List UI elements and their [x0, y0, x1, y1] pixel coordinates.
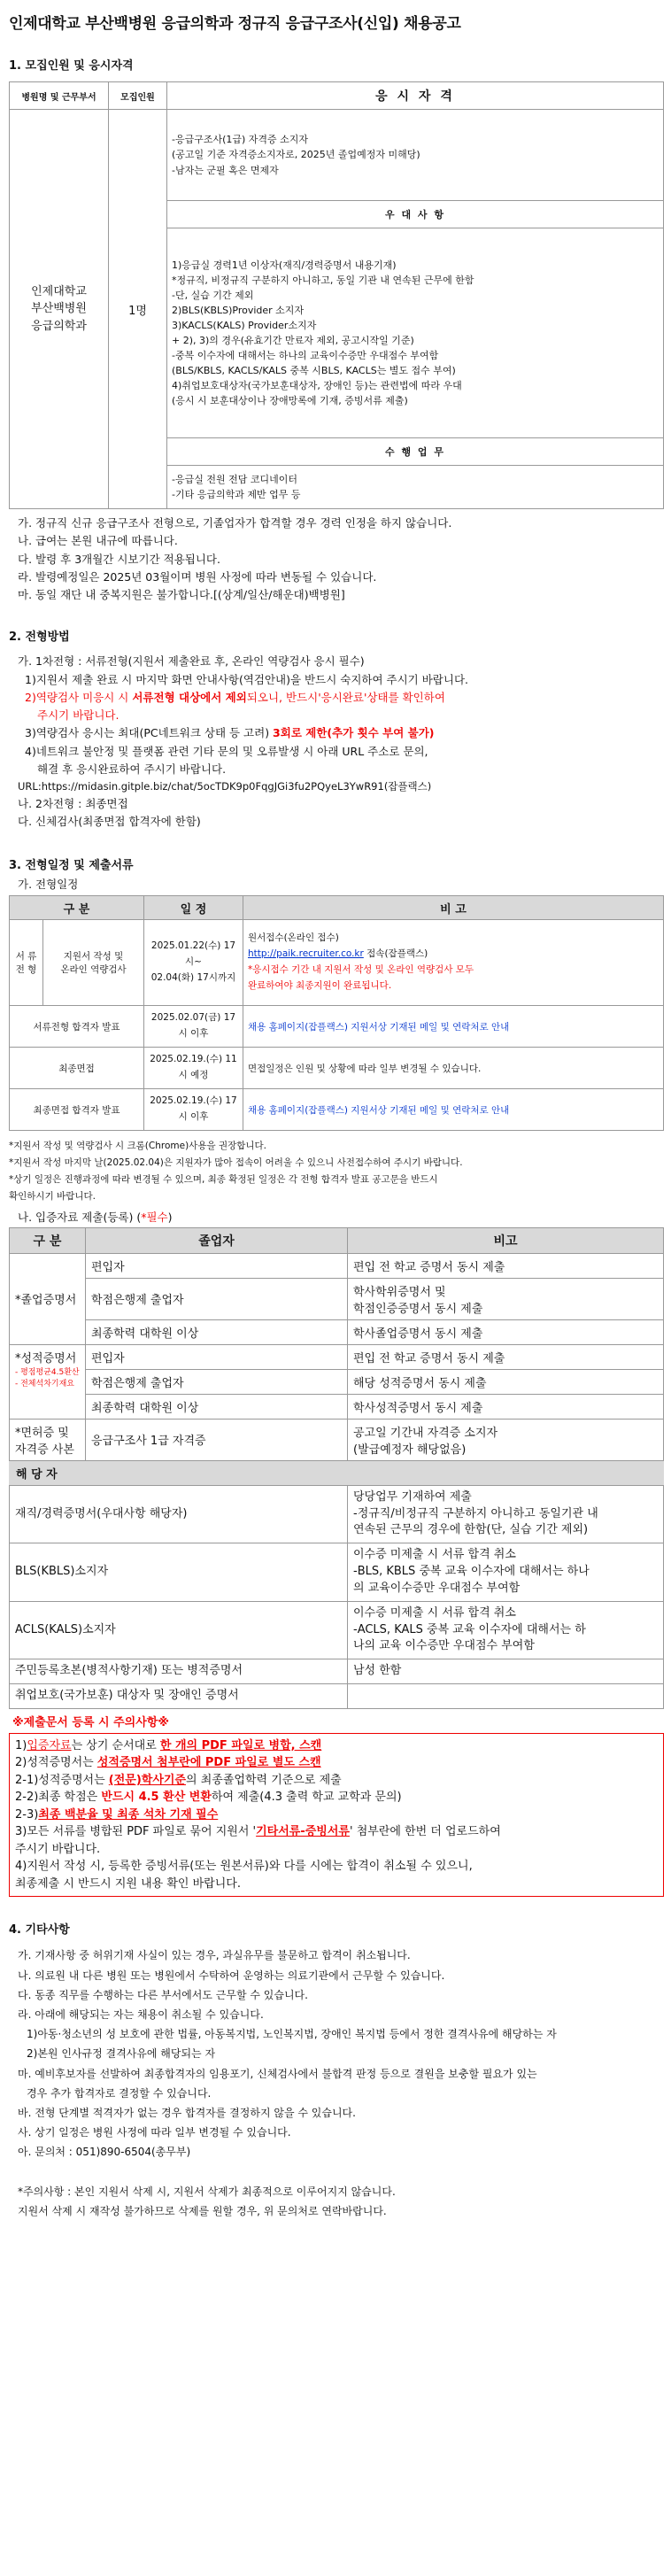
- doc-type: 학점은행제 출업자: [86, 1278, 348, 1319]
- date-cell: 2025.02.07(금) 17시 이후: [144, 1006, 243, 1048]
- note-line: 다. 발령 후 3개월간 시보기간 적용됩니다.: [18, 552, 220, 566]
- section-1-heading: 1. 모집인원 및 응시자격: [9, 59, 134, 73]
- doc-remark: 편입 전 학교 증명서 동시 제출: [348, 1344, 664, 1369]
- pref-line: -중복 이수자에 대해서는 하나의 교육이수증만 우대점수 부여함: [172, 350, 439, 362]
- col-graduate: 졸업자: [86, 1227, 348, 1253]
- line: 가. 1차전형 : 서류전형(지원서 제출완료 후, 온라인 역량검사 응시 필수): [18, 654, 365, 669]
- duty-header: 수 행 업 무: [167, 438, 664, 466]
- doc-remark: 이수증 미제출 시 서류 합격 취소 -BLS, KBLS 중복 교육 이수자에 대해서는 하나 의 교육이수증만 우대점수 부여함: [348, 1543, 664, 1602]
- page-title: 인제대학교 부산백병원 응급의학과 정규직 응급구조사(신입) 채용공고: [9, 15, 461, 33]
- line: 1)지원서 제출 완료 시 마지막 화면 안내사항(역검안내)을 반드시 숙지하여 주시기 바랍니다.: [25, 672, 468, 686]
- col-dept: 병원명 및 근무부서: [10, 82, 109, 110]
- line: 4)네트워크 불안정 및 플랫폼 관련 기타 문의 및 오류발생 시 아래 URL 주소로 문의,: [25, 744, 428, 758]
- note-line: 마. 동일 재단 내 중복지원은 불가합니다.[(상계/일산/해운대)백병원]: [18, 588, 345, 601]
- pref-cell: [167, 228, 664, 438]
- col-category: 구 분: [10, 896, 144, 920]
- pref-line: 1)응급실 경력1년 이상자(재직/경력증명서 내용기재): [172, 259, 397, 271]
- section-2: [9, 627, 664, 831]
- doc-remark: 학사졸업증명서 동시 제출: [348, 1319, 664, 1344]
- recruit-link[interactable]: http://paik.recruiter.co.kr: [248, 948, 364, 960]
- sub-heading: 나. 입증자료 제출(등록) (*필수): [18, 1210, 173, 1224]
- doc-category: *졸업증명서: [10, 1253, 86, 1344]
- duty-cell: [167, 466, 664, 509]
- category-cell: 서 류 전 형: [10, 920, 43, 1006]
- support-url[interactable]: URL:https://midasin.gitple.biz/chat/5ocTDK9p0FqgJGi3fu2PQyeL3YwR91(잡플랙스): [18, 780, 432, 793]
- schedule-table: [9, 895, 664, 1131]
- doc-category: *성적증명서 - 평점평균4.5환산 - 전체석차기재요: [10, 1344, 86, 1419]
- doc-type: 학점은행제 출업자: [86, 1369, 348, 1394]
- col-remarks: 비고: [348, 1227, 664, 1253]
- doc-type: 주민등록초본(병적사항기재) 또는 병적증명서: [10, 1659, 348, 1684]
- doc-remark: 학사성적증명서 동시 제출: [348, 1394, 664, 1419]
- warning-title: ※제출문서 등록 시 주의사항※: [12, 1715, 169, 1729]
- note-line: 라. 발령예정일은 2025년 03월이며 병원 사정에 따라 변동될 수 있습니다.: [18, 569, 377, 584]
- doc-type: 최종학력 대학원 이상: [86, 1394, 348, 1419]
- section-3-heading: 3. 전형일정 및 제출서류: [9, 859, 134, 873]
- doc-remark: [348, 1684, 664, 1709]
- doc-remark: 편입 전 학교 증명서 동시 제출: [348, 1253, 664, 1278]
- documents-table: [9, 1227, 664, 1461]
- line: 2)역량검사 미응시 시 서류전형 대상에서 제외되오니, 반드시'응시완료'상태를 확인하여: [25, 690, 445, 704]
- pref-line: -단, 실습 기간 제외: [172, 289, 254, 301]
- pref-line: (응시 시 보훈대상이나 장애망록에 기재, 증빙서류 제출): [172, 395, 408, 407]
- col-remarks: 비 고: [243, 896, 664, 920]
- doc-remark: 이수증 미제출 시 서류 합격 취소 -ACLS, KALS 중복 교육 이수자에 대해서는 하 나의 교육 이수증만 우대점수 부여함: [348, 1601, 664, 1659]
- col-count: 모집인원: [109, 82, 167, 110]
- pref-line: + 2), 3)의 경우(유효기간 만료자 제외, 공고시작일 기준): [172, 335, 414, 346]
- category-cell: 최종면접: [10, 1048, 144, 1089]
- remarks-cell: 면접일정은 인원 및 상황에 따라 일부 변경될 수 있습니다.: [243, 1048, 664, 1089]
- doc-remark: 당당업무 기재하여 제출 -정규직/비정규직 구분하지 아니하고 동일기관 내 연속된 근무의 경우에 한함(단, 실습 기간 제외): [348, 1485, 664, 1543]
- category-cell: 최종면접 합격자 발표: [10, 1089, 144, 1131]
- pref-header: 우 대 사 항: [167, 201, 664, 228]
- doc-category: *면허증 및 자격증 사본: [10, 1419, 86, 1460]
- note-line: 가. 정규직 신규 응급구조사 전형으로, 기졸업자가 합격할 경우 경력 인정을 하지 않습니다.: [18, 516, 452, 530]
- doc-remark: 공고일 기간내 자격증 소지자 (발급예정자 해당없음): [348, 1419, 664, 1460]
- final-notice: *주의사항 : 본인 지원서 삭제 시, 지원서 삭제가 최종적으로 이루어지지 않습니다. 지원서 삭제 시 재작성 불가하므로 삭제를 원할 경우, 위 문의처로 연락바랍니다.: [18, 2185, 396, 2217]
- line: 다. 신체검사(최종면접 합격자에 한함): [18, 814, 201, 828]
- doc-type: 편입자: [86, 1344, 348, 1369]
- section-4: [9, 1920, 664, 2220]
- applicable-header: 해 당 자: [9, 1461, 664, 1485]
- qual-line: -남자는 군필 혹은 면제자: [172, 164, 279, 176]
- col-category: 구 분: [10, 1227, 86, 1253]
- remarks-cell: 채용 홈페이지(잡플랙스) 지원서상 기재된 메일 및 연락처로 안내: [243, 1006, 664, 1048]
- doc-type: 최종학력 대학원 이상: [86, 1319, 348, 1344]
- category-sub-cell: 지원서 작성 및 온라인 역량검사: [43, 920, 144, 1006]
- doc-type: BLS(KBLS)소지자: [10, 1543, 348, 1602]
- remarks-cell: 채용 홈페이지(잡플랙스) 지원서상 기재된 메일 및 연락처로 안내: [243, 1089, 664, 1131]
- qual-cell: [167, 110, 664, 201]
- pref-line: 4)취업보호대상자(국가보훈대상자, 장애인 등)는 관련법에 따라 우대: [172, 380, 462, 392]
- applicable-table: [9, 1485, 664, 1709]
- section-1-notes: [18, 514, 664, 604]
- line: 주시기 바랍니다.: [37, 708, 120, 722]
- pref-line: (BLS/KBLS, KACLS/KALS 중복 시BLS, KACLS는 별도 접수 부여): [172, 365, 456, 377]
- pref-line: 2)BLS(KBLS)Provider 소지자: [172, 304, 305, 316]
- remarks-cell: 원서접수(온라인 접수) http://paik.recruiter.co.kr 접속(잡플랙스) *응시접수 기간 내 지원서 작성 및 온라인 역량검사 모두 완료하여야 최종지원이 완료됩니다.: [243, 920, 664, 1006]
- doc-remark: 학사학위증명서 및 학점인증증명서 동시 제출: [348, 1278, 664, 1319]
- sub-heading: 가. 전형일정: [18, 878, 79, 892]
- doc-type: 응급구조사 1급 자격증: [86, 1419, 348, 1460]
- section-3: [9, 855, 664, 1897]
- doc-type: 편입자: [86, 1253, 348, 1278]
- section-4-body: 가. 기재사항 중 허위기재 사실이 있는 경우, 과실유무를 불문하고 합격이 취소됩니다. 나. 의료원 내 다른 병원 또는 병원에서 수탁하여 운영하는 의료기관에서 근무할 수 있습니다. 다. 동종 직무를 수행하는 다른 부서에서도 근무할 수 있습니다. 라. 아래에 해당되는 자는 채용이 취소될 수 있습니다. 1)아동·청소년의 성 보호에 관한 법률, 아동복지법, 노인복지법, 장애인 복지법 등에서 정한 결격사유에 해당하는 자 2)본원 인사규정 결격사유에 해당되는 자 마. 예비후보자를 선발하여 최종합격자의 임용포기, 신체검사에서 불합격 판정 등으로 결원을 보충할 필요가 있는 경우 추가 합격자로 결정할 수 있습니다. 바. 전형 단계별 적격자가 없는 경우 합격자를 결정하지 않을 수 있습니다. 사. 상기 일정은 병원 사정에 따라 일부 변경될 수 있습니다. 아. 문의처 : 051)890-6504(총무부): [18, 1949, 557, 2159]
- dept-cell: 인제대학교 부산백병원 응급의학과: [10, 110, 109, 509]
- doc-type: ACLS(KALS)소지자: [10, 1601, 348, 1659]
- doc-remark: 남성 한함: [348, 1659, 664, 1684]
- note-line: 나. 급여는 본원 내규에 따릅니다.: [18, 534, 178, 548]
- line: 해결 후 응시완료하여 주시기 바랍니다.: [37, 762, 227, 776]
- duty-line: -응급실 전원 전담 코디네이터: [172, 473, 297, 485]
- col-qual: 응 시 자 격: [167, 82, 664, 110]
- count-cell: 1명: [109, 110, 167, 509]
- pref-line: 3)KACLS(KALS) Provider소지자: [172, 319, 317, 331]
- qual-line: -응급구조사(1급) 자격증 소지자: [172, 134, 309, 146]
- section-4-heading: 4. 기타사항: [9, 1923, 70, 1938]
- doc-type: 재직/경력증명서(우대사항 해당자): [10, 1485, 348, 1543]
- date-cell: 2025.01.22(수) 17시~ 02.04(화) 17시까지: [144, 920, 243, 1006]
- section-2-body: [18, 653, 664, 831]
- date-cell: 2025.02.19.(수) 11시 예정: [144, 1048, 243, 1089]
- col-schedule: 일 정: [144, 896, 243, 920]
- schedule-footnotes: *지원서 작성 및 역량검사 시 크롬(Chrome)사용을 권장합니다. *지원서 작성 마지막 날(2025.02.04)은 지원자가 많아 접속이 어려울 수 있으니 사전접수하여 주시기 바랍니다. *상기 일정은 진행과정에 따라 변경될 수 있으며, 최종 확정된 일정은 각 전형 합격자 발표 공고문을 반드시 확인하시기 바랍니다.: [9, 1141, 463, 1202]
- duty-line: -기타 응급의학과 제반 업무 등: [172, 489, 301, 500]
- warning-box: 1)입증자료는 상기 순서대로 한 개의 PDF 파일로 병합, 스캔 2)성적증명서는 성적증명서 첨부란에 PDF 파일로 별도 스캔 2-1)성적증명서는 (전문)학사기준의 최종졸업학력 기준으로 제출 2-2)최종 학점은 반드시 4.5 환산 변환하여 제출(4.3 출력 학교 교학과 문의) 2-3)최종 백분율 및 최종 석차 기재 필수 3)모든 서류를 병합된 PDF 파일로 묶어 지원서 '기타서류-증빙서류' 첨부란에 한번 더 업로드하여 주시기 바랍니다. 4)지원서 작성 시, 등록한 증빙서류(또는 원본서류)와 다를 시에는 합격이 취소될 수 있으니, 최종제출 시 반드시 지원 내용 확인 바랍니다.: [9, 1733, 664, 1898]
- pref-line: *정규직, 비정규직 구분하지 아니하고, 동일 기관 내 연속된 근무에 한함: [172, 274, 474, 286]
- qual-line: (공고일 기준 자격증소지자로, 2025년 졸업예정자 미해당): [172, 149, 420, 161]
- eligibility-table: [9, 81, 664, 509]
- doc-type: 취업보호(국가보훈) 대상자 및 장애인 증명서: [10, 1684, 348, 1709]
- category-cell: 서류전형 합격자 발표: [10, 1006, 144, 1048]
- line: 나. 2차전형 : 최종면접: [18, 796, 128, 810]
- date-cell: 2025.02.19.(수) 17시 이후: [144, 1089, 243, 1131]
- line: 3)역량검사 응시는 최대(PC네트워크 상태 등 고려) 3회로 제한(추가 횟수 부여 불가): [25, 726, 435, 740]
- doc-remark: 해당 성적증명서 동시 제출: [348, 1369, 664, 1394]
- section-2-heading: 2. 전형방법: [9, 630, 70, 645]
